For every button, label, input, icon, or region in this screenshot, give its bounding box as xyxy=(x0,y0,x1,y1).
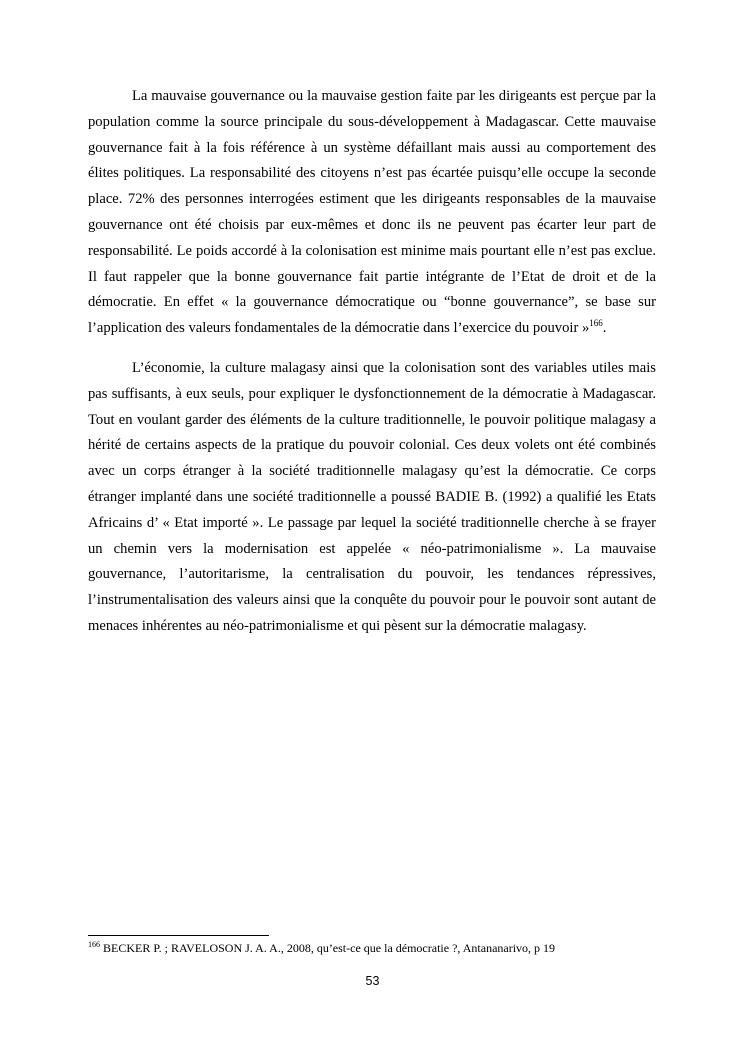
paragraph-governance xyxy=(88,84,656,342)
footnote-number: 166 xyxy=(88,940,100,949)
paragraph-economy-culture-text: L’économie, la culture malagasy ainsi que la colonisation sont des variables utiles mais pas suffisants, à eux seuls, pour expliquer le dysfonctionnement de la démocratie à Madagascar. Tout en voulant garder des éléments de la culture traditionnelle, le pouvoir politique malagasy a hérité de certains aspects de la pratique du pouvoir colonial. Ces deux volets ont été combinés avec un corps étranger à la société traditionnelle malagasy qu’est la démocratie. Ce corps étranger implanté dans une société traditionnelle a poussé BADIE B. (1992) a qualifié les Etats Africains d’ « Etat importé ». Le passage par lequel la société traditionnelle cherche à se frayer un chemin vers la modernisation est appelée « néo-patrimonialisme ». La mauvaise gouvernance, l’autoritarisme, la centralisation du pouvoir, les tendances répressives, l’instrumentalisation des valeurs ainsi que la conquête du pouvoir pour le pouvoir sont autant de menaces inhérentes au néo-patrimonialisme et qui pèsent sur la démocratie malagasy. xyxy=(88,359,656,634)
footnote-reference[interactable]: 166 xyxy=(589,318,603,329)
paragraph-governance-text: La mauvaise gouvernance ou la mauvaise gestion faite par les dirigeants est perçue par la population comme la source principale du sous-développement à Madagascar. Cette mauvaise gouvernance fait à la fois référence à un système défaillant mais aussi au comportement des élites politiques. La responsabilité des citoyens n’est pas écartée puisqu’elle occupe la seconde place. 72% des personnes interrogées estiment que les dirigeants responsables de la mauvaise gouvernance ont été choisis par eux-mêmes et donc ils ne peuvent pas écarter leur part de responsabilité. Le poids accordé à la colonisation est minime mais pourtant elle n’est pas exclue. Il faut rappeler que la bonne gouvernance fait partie intégrante de l’Etat de droit et de la démocratie. En effet « la gouvernance démocratique ou “bonne gouvernance”, se base sur l’application des valeurs fondamentales de la démocratie dans l’exercice du pouvoir » xyxy=(88,88,656,337)
body-text xyxy=(88,84,656,654)
paragraph-governance-end: . xyxy=(602,320,607,337)
page-number: 53 xyxy=(365,974,380,988)
footnote-text: BECKER P. ; RAVELOSON J. A. A., 2008, qu’est-ce que la démocratie ?, Antananarivo, p 19 xyxy=(100,941,556,955)
footnote xyxy=(88,941,656,956)
footnote-separator xyxy=(88,935,269,936)
paragraph-economy-culture xyxy=(88,356,656,640)
